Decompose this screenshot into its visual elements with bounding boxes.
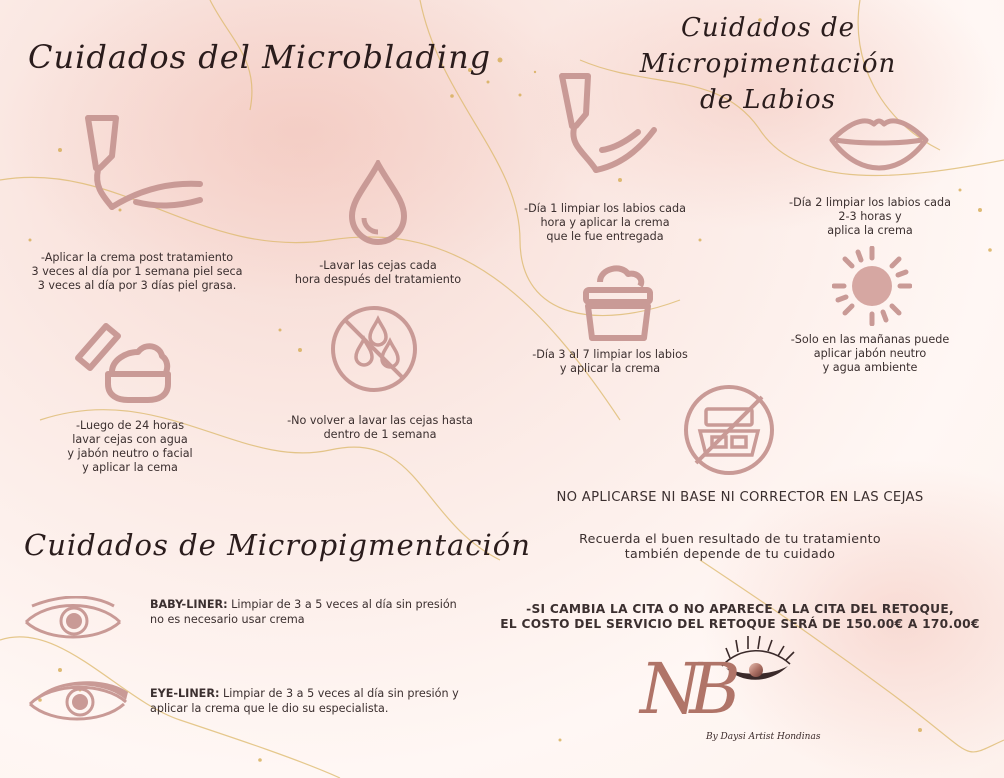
microblading-title: Cuidados del Microblading bbox=[28, 38, 492, 76]
lips-icon bbox=[828, 110, 930, 172]
care-reminder: Recuerda el buen resultado de tu tratamiento también depende de tu cuidado bbox=[579, 531, 881, 561]
logo-letters: NB bbox=[640, 648, 729, 730]
eye-icon-eyeliner bbox=[26, 680, 130, 726]
drop-icon bbox=[346, 160, 410, 246]
microblading-item-cream: -Aplicar la crema post tratamiento 3 veces al día por 1 semana piel seca 3 veces al día por 3 días piel grasa. bbox=[31, 251, 243, 292]
eyeliner-label: EYE-LINER: bbox=[150, 687, 220, 700]
cream-pot-icon bbox=[582, 262, 654, 344]
brand-logo bbox=[630, 632, 830, 752]
babyliner-text: BABY-LINER: Limpiar de 3 a 5 veces al día sin presión no es necesario usar crema bbox=[150, 598, 457, 626]
eyeliner-text: EYE-LINER: Limpiar de 3 a 5 veces al día sin presión y aplicar la crema que le dio su especialista. bbox=[150, 687, 459, 715]
eye-icon-babyliner bbox=[22, 596, 124, 646]
lips-day3: -Día 3 al 7 limpiar los labios y aplicar la crema bbox=[532, 348, 688, 375]
lips-morning: -Solo en las mañanas puede aplicar jabón neutro y agua ambiente bbox=[790, 333, 950, 374]
microblading-item-wash: -Lavar las cejas cada hora después del tratamiento bbox=[294, 259, 462, 286]
tube-hand-icon bbox=[76, 112, 206, 232]
no-makeup-warning: NO APLICARSE NI BASE NI CORRECTOR EN LAS CEJAS bbox=[556, 490, 924, 505]
no-makeup-palette-icon bbox=[682, 383, 776, 477]
micropigmentation-title: Cuidados de Micropigmentación bbox=[24, 528, 531, 562]
sun-icon bbox=[832, 246, 912, 326]
lips-day2: -Día 2 limpiar los labios cada 2-3 horas y aplica la crema bbox=[789, 196, 951, 237]
retouch-notice: -SI CAMBIA LA CITA O NO APARECE A LA CITA DEL RETOQUE, EL COSTO DEL SERVICIO DEL RETOQUE SERÁ DE 150.00€ A 170.00€ bbox=[500, 602, 980, 631]
logo-tagline: By Daysi Artist Hondinas bbox=[706, 732, 821, 742]
lips-day1: -Día 1 limpiar los labios cada hora y aplicar la crema que le fue entregada bbox=[524, 202, 686, 243]
lips-title-line1: Cuidados de Micropimentación bbox=[639, 13, 897, 79]
microblading-item-no-wash: -No volver a lavar las cejas hasta dentro de 1 semana bbox=[287, 414, 473, 441]
lip-tube-icon bbox=[556, 70, 666, 200]
babyliner-label: BABY-LINER: bbox=[150, 598, 228, 611]
cream-jar-icon bbox=[72, 320, 178, 404]
no-water-icon bbox=[328, 303, 420, 395]
microblading-item-after24h: -Luego de 24 horas lavar cejas con agua y jabón neutro o facial y aplicar la cema bbox=[67, 419, 193, 474]
lips-title-line2: de Labios bbox=[699, 85, 837, 115]
